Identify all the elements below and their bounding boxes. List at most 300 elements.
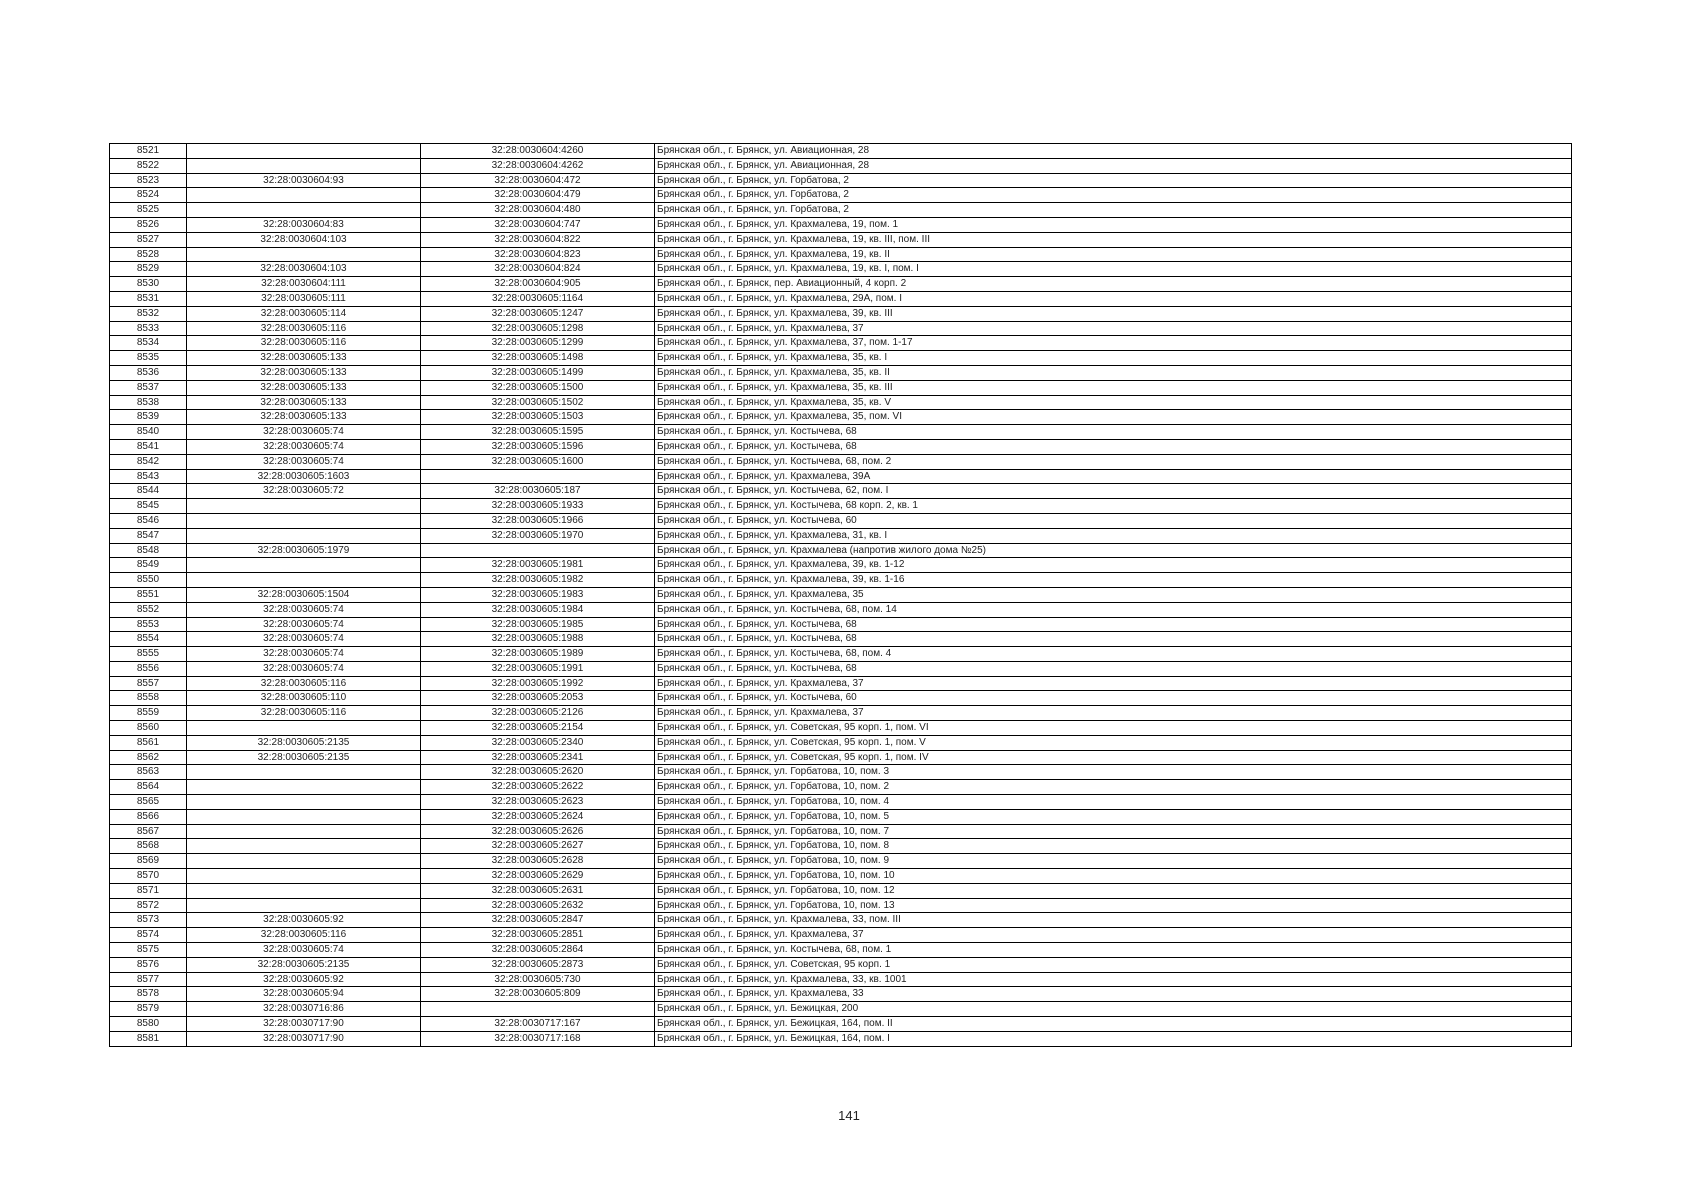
old-cadastral-number-cell: 32:28:0030605:116 (187, 321, 421, 336)
cadastral-number-cell: 32:28:0030717:167 (421, 1017, 655, 1032)
row-number-cell: 8556 (110, 661, 187, 676)
table-row (110, 158, 1572, 173)
address-cell: Брянская обл., г. Брянск, ул. Костычева, 68, пом. 14 (655, 602, 1572, 617)
row-number-cell: 8554 (110, 632, 187, 647)
row-number-cell: 8551 (110, 587, 187, 602)
old-cadastral-number-cell (187, 780, 421, 795)
row-number-cell: 8557 (110, 676, 187, 691)
cadastral-number-cell: 32:28:0030605:1164 (421, 291, 655, 306)
table-row (110, 277, 1572, 292)
row-number-cell: 8576 (110, 957, 187, 972)
cadastral-number-cell: 32:28:0030605:2622 (421, 780, 655, 795)
old-cadastral-number-cell: 32:28:0030605:74 (187, 647, 421, 662)
address-cell: Брянская обл., г. Брянск, ул. Крахмалева, 19, кв. III, пом. III (655, 232, 1572, 247)
table-row (110, 928, 1572, 943)
row-number-cell: 8548 (110, 543, 187, 558)
old-cadastral-number-cell: 32:28:0030605:74 (187, 617, 421, 632)
address-cell: Брянская обл., г. Брянск, ул. Крахмалева, 35, кв. V (655, 395, 1572, 410)
table-row (110, 425, 1572, 440)
old-cadastral-number-cell: 32:28:0030604:111 (187, 277, 421, 292)
row-number-cell: 8546 (110, 513, 187, 528)
address-cell: Брянская обл., г. Брянск, ул. Горбатова, 10, пом. 9 (655, 854, 1572, 869)
cadastral-number-cell: 32:28:0030717:168 (421, 1031, 655, 1046)
address-cell: Брянская обл., г. Брянск, ул. Горбатова, 10, пом. 10 (655, 869, 1572, 884)
old-cadastral-number-cell: 32:28:0030605:114 (187, 306, 421, 321)
table-row (110, 306, 1572, 321)
cadastral-number-cell: 32:28:0030604:823 (421, 247, 655, 262)
cadastral-number-cell: 32:28:0030605:1988 (421, 632, 655, 647)
row-number-cell: 8571 (110, 883, 187, 898)
cadastral-number-cell: 32:28:0030605:1933 (421, 499, 655, 514)
cadastral-number-cell: 32:28:0030605:1966 (421, 513, 655, 528)
address-cell: Брянская обл., г. Брянск, ул. Горбатова, 10, пом. 4 (655, 795, 1572, 810)
address-cell: Брянская обл., г. Брянск, ул. Бежицкая, 200 (655, 1002, 1572, 1017)
cadastral-number-cell: 32:28:0030605:2631 (421, 883, 655, 898)
table-row (110, 321, 1572, 336)
row-number-cell: 8574 (110, 928, 187, 943)
address-cell: Брянская обл., г. Брянск, пер. Авиационный, 4 корп. 2 (655, 277, 1572, 292)
address-cell: Брянская обл., г. Брянск, ул. Крахмалева, 39А (655, 469, 1572, 484)
old-cadastral-number-cell: 32:28:0030605:74 (187, 661, 421, 676)
row-number-cell: 8545 (110, 499, 187, 514)
table-row (110, 913, 1572, 928)
old-cadastral-number-cell: 32:28:0030716:86 (187, 1002, 421, 1017)
table-row (110, 232, 1572, 247)
address-cell: Брянская обл., г. Брянск, ул. Костычева, 68 (655, 661, 1572, 676)
table-row (110, 943, 1572, 958)
row-number-cell: 8563 (110, 765, 187, 780)
table-row (110, 528, 1572, 543)
address-cell: Брянская обл., г. Брянск, ул. Крахмалева, 19, кв. I, пом. I (655, 262, 1572, 277)
cadastral-number-cell: 32:28:0030604:822 (421, 232, 655, 247)
cadastral-number-cell: 32:28:0030605:1970 (421, 528, 655, 543)
cadastral-number-cell: 32:28:0030604:4260 (421, 144, 655, 159)
old-cadastral-number-cell (187, 824, 421, 839)
address-cell: Брянская обл., г. Брянск, ул. Бежицкая, 164, пом. II (655, 1017, 1572, 1032)
address-cell: Брянская обл., г. Брянск, ул. Горбатова, 10, пом. 2 (655, 780, 1572, 795)
table-row (110, 336, 1572, 351)
row-number-cell: 8535 (110, 351, 187, 366)
cadastral-number-cell (421, 1002, 655, 1017)
cadastral-number-cell: 32:28:0030604:472 (421, 173, 655, 188)
cadastral-number-cell: 32:28:0030605:1498 (421, 351, 655, 366)
address-cell: Брянская обл., г. Брянск, ул. Крахмалева, 37 (655, 676, 1572, 691)
row-number-cell: 8562 (110, 750, 187, 765)
row-number-cell: 8529 (110, 262, 187, 277)
table-row (110, 706, 1572, 721)
cadastral-number-cell: 32:28:0030605:2624 (421, 809, 655, 824)
table-row (110, 291, 1572, 306)
old-cadastral-number-cell (187, 809, 421, 824)
address-cell: Брянская обл., г. Брянск, ул. Крахмалева, 37 (655, 928, 1572, 943)
old-cadastral-number-cell: 32:28:0030605:1603 (187, 469, 421, 484)
table-row (110, 217, 1572, 232)
row-number-cell: 8559 (110, 706, 187, 721)
cadastral-number-cell: 32:28:0030605:1299 (421, 336, 655, 351)
address-cell: Брянская обл., г. Брянск, ул. Горбатова, 10, пом. 3 (655, 765, 1572, 780)
old-cadastral-number-cell: 32:28:0030605:111 (187, 291, 421, 306)
table-row (110, 1002, 1572, 1017)
table-row (110, 395, 1572, 410)
table-row (110, 617, 1572, 632)
row-number-cell: 8561 (110, 735, 187, 750)
table-row (110, 262, 1572, 277)
table-row (110, 513, 1572, 528)
cadastral-number-cell: 32:28:0030605:2623 (421, 795, 655, 810)
address-cell: Брянская обл., г. Брянск, ул. Крахмалева, 33, пом. III (655, 913, 1572, 928)
row-number-cell: 8532 (110, 306, 187, 321)
row-number-cell: 8525 (110, 203, 187, 218)
old-cadastral-number-cell: 32:28:0030717:90 (187, 1031, 421, 1046)
row-number-cell: 8568 (110, 839, 187, 854)
row-number-cell: 8570 (110, 869, 187, 884)
table-row (110, 824, 1572, 839)
row-number-cell: 8523 (110, 173, 187, 188)
address-cell: Брянская обл., г. Брянск, ул. Горбатова, 10, пом. 5 (655, 809, 1572, 824)
table-row (110, 780, 1572, 795)
cadastral-number-cell: 32:28:0030605:1298 (421, 321, 655, 336)
old-cadastral-number-cell: 32:28:0030605:133 (187, 410, 421, 425)
address-cell: Брянская обл., г. Брянск, ул. Крахмалева, 39, кв. III (655, 306, 1572, 321)
table-row (110, 247, 1572, 262)
table-row (110, 1017, 1572, 1032)
address-cell: Брянская обл., г. Брянск, ул. Горбатова, 2 (655, 173, 1572, 188)
table-row (110, 972, 1572, 987)
table-row (110, 380, 1572, 395)
old-cadastral-number-cell: 32:28:0030605:116 (187, 928, 421, 943)
cadastral-number-cell: 32:28:0030604:4262 (421, 158, 655, 173)
address-cell: Брянская обл., г. Брянск, ул. Горбатова, 10, пом. 8 (655, 839, 1572, 854)
address-cell: Брянская обл., г. Брянск, ул. Крахмалева (напротив жилого дома №25) (655, 543, 1572, 558)
address-cell: Брянская обл., г. Брянск, ул. Крахмалева, 19, пом. 1 (655, 217, 1572, 232)
cadastral-number-cell: 32:28:0030605:1600 (421, 454, 655, 469)
table-row (110, 987, 1572, 1002)
old-cadastral-number-cell (187, 528, 421, 543)
table-row (110, 809, 1572, 824)
row-number-cell: 8524 (110, 188, 187, 203)
row-number-cell: 8536 (110, 365, 187, 380)
row-number-cell: 8567 (110, 824, 187, 839)
address-cell: Брянская обл., г. Брянск, ул. Авиационная, 28 (655, 144, 1572, 159)
table-row (110, 735, 1572, 750)
address-cell: Брянская обл., г. Брянск, ул. Крахмалева, 39, кв. 1-16 (655, 573, 1572, 588)
cadastral-number-cell: 32:28:0030605:1503 (421, 410, 655, 425)
old-cadastral-number-cell (187, 203, 421, 218)
row-number-cell: 8566 (110, 809, 187, 824)
table-row (110, 898, 1572, 913)
cadastral-number-cell: 32:28:0030605:2629 (421, 869, 655, 884)
old-cadastral-number-cell: 32:28:0030605:2135 (187, 735, 421, 750)
old-cadastral-number-cell: 32:28:0030604:93 (187, 173, 421, 188)
cadastral-number-cell: 32:28:0030605:2864 (421, 943, 655, 958)
old-cadastral-number-cell: 32:28:0030604:103 (187, 262, 421, 277)
address-cell: Брянская обл., г. Брянск, ул. Горбатова, 10, пом. 7 (655, 824, 1572, 839)
row-number-cell: 8533 (110, 321, 187, 336)
address-cell: Брянская обл., г. Брянск, ул. Костычева, 68 (655, 439, 1572, 454)
cadastral-number-cell: 32:28:0030604:905 (421, 277, 655, 292)
old-cadastral-number-cell: 32:28:0030605:74 (187, 454, 421, 469)
table-row (110, 957, 1572, 972)
table-row (110, 365, 1572, 380)
address-cell: Брянская обл., г. Брянск, ул. Горбатова, 2 (655, 203, 1572, 218)
address-cell: Брянская обл., г. Брянск, ул. Бежицкая, 164, пом. I (655, 1031, 1572, 1046)
cadastral-number-cell: 32:28:0030605:2627 (421, 839, 655, 854)
address-cell: Брянская обл., г. Брянск, ул. Крахмалева, 35, пом. VI (655, 410, 1572, 425)
table-row (110, 750, 1572, 765)
address-cell: Брянская обл., г. Брянск, ул. Костычева, 68 корп. 2, кв. 1 (655, 499, 1572, 514)
table-row (110, 721, 1572, 736)
old-cadastral-number-cell: 32:28:0030605:74 (187, 425, 421, 440)
table-row (110, 1031, 1572, 1046)
cadastral-number-cell: 32:28:0030605:1981 (421, 558, 655, 573)
old-cadastral-number-cell: 32:28:0030605:94 (187, 987, 421, 1002)
cadastral-number-cell: 32:28:0030605:1982 (421, 573, 655, 588)
old-cadastral-number-cell: 32:28:0030605:74 (187, 602, 421, 617)
row-number-cell: 8572 (110, 898, 187, 913)
page-number: 141 (838, 1108, 860, 1123)
row-number-cell: 8537 (110, 380, 187, 395)
old-cadastral-number-cell: 32:28:0030605:116 (187, 676, 421, 691)
address-cell: Брянская обл., г. Брянск, ул. Костычева, 68 (655, 632, 1572, 647)
cadastral-number-cell: 32:28:0030605:2053 (421, 691, 655, 706)
row-number-cell: 8577 (110, 972, 187, 987)
old-cadastral-number-cell (187, 839, 421, 854)
old-cadastral-number-cell: 32:28:0030605:2135 (187, 957, 421, 972)
old-cadastral-number-cell (187, 765, 421, 780)
row-number-cell: 8581 (110, 1031, 187, 1046)
address-cell: Брянская обл., г. Брянск, ул. Крахмалева, 33, кв. 1001 (655, 972, 1572, 987)
row-number-cell: 8528 (110, 247, 187, 262)
old-cadastral-number-cell: 32:28:0030605:116 (187, 336, 421, 351)
table-row (110, 587, 1572, 602)
old-cadastral-number-cell: 32:28:0030605:1504 (187, 587, 421, 602)
cadastral-number-cell: 32:28:0030605:2341 (421, 750, 655, 765)
row-number-cell: 8539 (110, 410, 187, 425)
cadastral-number-cell: 32:28:0030604:479 (421, 188, 655, 203)
row-number-cell: 8573 (110, 913, 187, 928)
table-row (110, 883, 1572, 898)
old-cadastral-number-cell: 32:28:0030605:133 (187, 380, 421, 395)
old-cadastral-number-cell (187, 869, 421, 884)
address-cell: Брянская обл., г. Брянск, ул. Крахмалева, 37 (655, 321, 1572, 336)
cadastral-number-cell: 32:28:0030605:2126 (421, 706, 655, 721)
row-number-cell: 8560 (110, 721, 187, 736)
cadastral-number-cell: 32:28:0030605:1499 (421, 365, 655, 380)
table-row (110, 410, 1572, 425)
old-cadastral-number-cell: 32:28:0030605:133 (187, 395, 421, 410)
table-row (110, 765, 1572, 780)
table-row (110, 573, 1572, 588)
old-cadastral-number-cell (187, 854, 421, 869)
old-cadastral-number-cell (187, 883, 421, 898)
cadastral-number-cell: 32:28:0030605:2847 (421, 913, 655, 928)
address-cell: Брянская обл., г. Брянск, ул. Крахмалева, 33 (655, 987, 1572, 1002)
table-row (110, 454, 1572, 469)
address-cell: Брянская обл., г. Брянск, ул. Костычева, 68, пом. 2 (655, 454, 1572, 469)
row-number-cell: 8534 (110, 336, 187, 351)
old-cadastral-number-cell (187, 247, 421, 262)
cadastral-number-cell: 32:28:0030605:1991 (421, 661, 655, 676)
row-number-cell: 8555 (110, 647, 187, 662)
row-number-cell: 8578 (110, 987, 187, 1002)
old-cadastral-number-cell (187, 158, 421, 173)
cadastral-number-cell: 32:28:0030605:1596 (421, 439, 655, 454)
old-cadastral-number-cell: 32:28:0030717:90 (187, 1017, 421, 1032)
table-row (110, 676, 1572, 691)
old-cadastral-number-cell: 32:28:0030605:1979 (187, 543, 421, 558)
cadastral-number-cell: 32:28:0030605:2851 (421, 928, 655, 943)
row-number-cell: 8569 (110, 854, 187, 869)
address-cell: Брянская обл., г. Брянск, ул. Советская, 95 корп. 1, пом. IV (655, 750, 1572, 765)
row-number-cell: 8575 (110, 943, 187, 958)
old-cadastral-number-cell: 32:28:0030605:133 (187, 365, 421, 380)
row-number-cell: 8526 (110, 217, 187, 232)
cadastral-number-cell: 32:28:0030605:1595 (421, 425, 655, 440)
cadastral-number-cell: 32:28:0030605:2626 (421, 824, 655, 839)
cadastral-number-cell: 32:28:0030605:2628 (421, 854, 655, 869)
old-cadastral-number-cell: 32:28:0030605:110 (187, 691, 421, 706)
old-cadastral-number-cell: 32:28:0030605:2135 (187, 750, 421, 765)
cadastral-number-cell: 32:28:0030605:1500 (421, 380, 655, 395)
address-cell: Брянская обл., г. Брянск, ул. Костычева, 62, пом. I (655, 484, 1572, 499)
row-number-cell: 8558 (110, 691, 187, 706)
table-row (110, 661, 1572, 676)
old-cadastral-number-cell: 32:28:0030605:74 (187, 632, 421, 647)
table-row (110, 543, 1572, 558)
old-cadastral-number-cell: 32:28:0030605:74 (187, 439, 421, 454)
cadastral-number-cell: 32:28:0030605:1983 (421, 587, 655, 602)
address-cell: Брянская обл., г. Брянск, ул. Крахмалева, 37 (655, 706, 1572, 721)
row-number-cell: 8564 (110, 780, 187, 795)
old-cadastral-number-cell: 32:28:0030605:116 (187, 706, 421, 721)
old-cadastral-number-cell (187, 513, 421, 528)
address-cell: Брянская обл., г. Брянск, ул. Крахмалева, 39, кв. 1-12 (655, 558, 1572, 573)
address-cell: Брянская обл., г. Брянск, ул. Костычева, 68 (655, 425, 1572, 440)
row-number-cell: 8542 (110, 454, 187, 469)
row-number-cell: 8580 (110, 1017, 187, 1032)
old-cadastral-number-cell: 32:28:0030605:74 (187, 943, 421, 958)
cadastral-number-cell (421, 469, 655, 484)
old-cadastral-number-cell (187, 573, 421, 588)
old-cadastral-number-cell: 32:28:0030605:92 (187, 972, 421, 987)
cadastral-table (109, 143, 1572, 1047)
row-number-cell: 8565 (110, 795, 187, 810)
cadastral-number-cell: 32:28:0030605:1989 (421, 647, 655, 662)
table-row (110, 854, 1572, 869)
old-cadastral-number-cell: 32:28:0030604:83 (187, 217, 421, 232)
cadastral-number-cell: 32:28:0030605:1502 (421, 395, 655, 410)
address-cell: Брянская обл., г. Брянск, ул. Горбатова, 10, пом. 13 (655, 898, 1572, 913)
address-cell: Брянская обл., г. Брянск, ул. Горбатова, 10, пом. 12 (655, 883, 1572, 898)
table-row (110, 691, 1572, 706)
cadastral-number-cell: 32:28:0030605:2632 (421, 898, 655, 913)
row-number-cell: 8553 (110, 617, 187, 632)
address-cell: Брянская обл., г. Брянск, ул. Крахмалева, 35, кв. I (655, 351, 1572, 366)
old-cadastral-number-cell (187, 721, 421, 736)
table-row (110, 188, 1572, 203)
old-cadastral-number-cell (187, 898, 421, 913)
table-row (110, 795, 1572, 810)
cadastral-number-cell: 32:28:0030605:1992 (421, 676, 655, 691)
row-number-cell: 8538 (110, 395, 187, 410)
address-cell: Брянская обл., г. Брянск, ул. Костычева, 60 (655, 513, 1572, 528)
cadastral-number-cell: 32:28:0030605:2873 (421, 957, 655, 972)
table-row (110, 439, 1572, 454)
table-row (110, 632, 1572, 647)
address-cell: Брянская обл., г. Брянск, ул. Костычева, 60 (655, 691, 1572, 706)
cadastral-number-cell: 32:28:0030605:2340 (421, 735, 655, 750)
cadastral-number-cell: 32:28:0030604:747 (421, 217, 655, 232)
cadastral-number-cell (421, 543, 655, 558)
row-number-cell: 8521 (110, 144, 187, 159)
row-number-cell: 8527 (110, 232, 187, 247)
table-row (110, 144, 1572, 159)
old-cadastral-number-cell (187, 795, 421, 810)
address-cell: Брянская обл., г. Брянск, ул. Крахмалева, 29А, пом. I (655, 291, 1572, 306)
address-cell: Брянская обл., г. Брянск, ул. Крахмалева, 35, кв. II (655, 365, 1572, 380)
row-number-cell: 8579 (110, 1002, 187, 1017)
address-cell: Брянская обл., г. Брянск, ул. Советская, 95 корп. 1, пом. V (655, 735, 1572, 750)
address-cell: Брянская обл., г. Брянск, ул. Горбатова, 2 (655, 188, 1572, 203)
table-row (110, 602, 1572, 617)
address-cell: Брянская обл., г. Брянск, ул. Советская, 95 корп. 1 (655, 957, 1572, 972)
cadastral-number-cell: 32:28:0030605:1985 (421, 617, 655, 632)
address-cell: Брянская обл., г. Брянск, ул. Костычева, 68, пом. 1 (655, 943, 1572, 958)
address-cell: Брянская обл., г. Брянск, ул. Крахмалева, 35 (655, 587, 1572, 602)
cadastral-number-cell: 32:28:0030605:730 (421, 972, 655, 987)
address-cell: Брянская обл., г. Брянск, ул. Крахмалева, 37, пом. 1-17 (655, 336, 1572, 351)
table-body (110, 144, 1572, 1047)
row-number-cell: 8547 (110, 528, 187, 543)
table-row (110, 469, 1572, 484)
address-cell: Брянская обл., г. Брянск, ул. Крахмалева, 35, кв. III (655, 380, 1572, 395)
table-row (110, 869, 1572, 884)
old-cadastral-number-cell (187, 499, 421, 514)
address-cell: Брянская обл., г. Брянск, ул. Крахмалева, 19, кв. II (655, 247, 1572, 262)
address-cell: Брянская обл., г. Брянск, ул. Костычева, 68 (655, 617, 1572, 632)
row-number-cell: 8543 (110, 469, 187, 484)
old-cadastral-number-cell: 32:28:0030604:103 (187, 232, 421, 247)
row-number-cell: 8540 (110, 425, 187, 440)
table-row (110, 173, 1572, 188)
cadastral-number-cell: 32:28:0030605:1984 (421, 602, 655, 617)
old-cadastral-number-cell: 32:28:0030605:92 (187, 913, 421, 928)
row-number-cell: 8552 (110, 602, 187, 617)
cadastral-number-cell: 32:28:0030604:480 (421, 203, 655, 218)
old-cadastral-number-cell (187, 144, 421, 159)
table-row (110, 558, 1572, 573)
table-row (110, 203, 1572, 218)
old-cadastral-number-cell: 32:28:0030605:133 (187, 351, 421, 366)
cadastral-number-cell: 32:28:0030605:2620 (421, 765, 655, 780)
row-number-cell: 8550 (110, 573, 187, 588)
cadastral-number-cell: 32:28:0030605:2154 (421, 721, 655, 736)
row-number-cell: 8541 (110, 439, 187, 454)
address-cell: Брянская обл., г. Брянск, ул. Крахмалева, 31, кв. I (655, 528, 1572, 543)
row-number-cell: 8530 (110, 277, 187, 292)
old-cadastral-number-cell (187, 558, 421, 573)
row-number-cell: 8544 (110, 484, 187, 499)
row-number-cell: 8531 (110, 291, 187, 306)
table-row (110, 484, 1572, 499)
table-row (110, 499, 1572, 514)
address-cell: Брянская обл., г. Брянск, ул. Советская, 95 корп. 1, пом. VI (655, 721, 1572, 736)
old-cadastral-number-cell: 32:28:0030605:72 (187, 484, 421, 499)
row-number-cell: 8522 (110, 158, 187, 173)
row-number-cell: 8549 (110, 558, 187, 573)
cadastral-number-cell: 32:28:0030604:824 (421, 262, 655, 277)
old-cadastral-number-cell (187, 188, 421, 203)
